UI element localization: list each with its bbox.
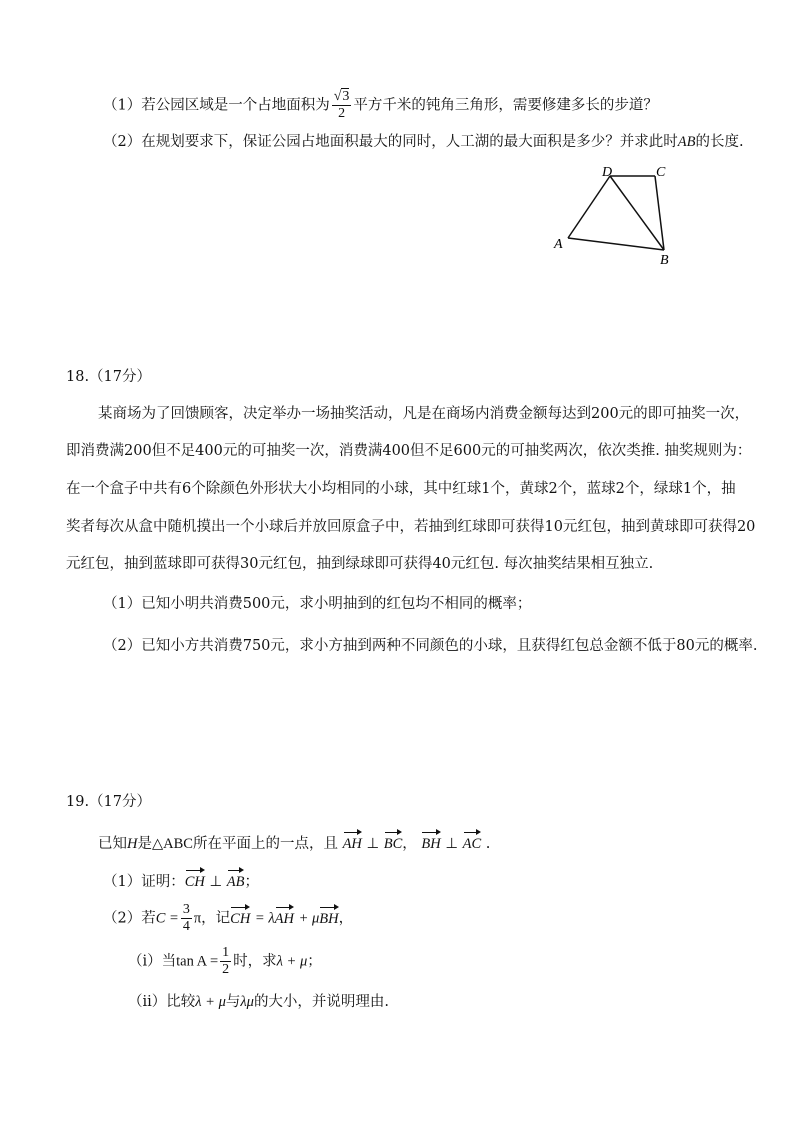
q18-body-line-1: 某商场为了回馈顾客，决定举办一场抽奖活动，凡是在商场内消费金额每达到200元的即可抽奖一次， xyxy=(98,406,750,422)
q18-part1: （1）已知小明共消费500元，求小明抽到的红包均不相同的概率； xyxy=(103,596,532,612)
q19-intro: 已知H是△ABC所在平面上的一点，且 AH ⊥ BC， BH ⊥ AC . xyxy=(98,830,490,854)
label-B: B xyxy=(660,253,669,268)
q19-header: 19.（17分） xyxy=(66,794,152,810)
vector-AH: AH xyxy=(343,830,362,854)
fraction-sqrt3-over-2: $\frac{√3}{2}$ xyxy=(333,89,350,121)
q18-body-line-4: 奖者每次从盒中随机摸出一个小球后并放回原盒子中，若抽到红球即可获得10元红包，抽到黄球即可获得20 xyxy=(66,519,756,535)
fraction-3-over-4: $\frac{3}{4}$ xyxy=(182,902,190,934)
vector-AB: AB xyxy=(227,868,245,892)
q18-body-line-3: 在一个盒子中共有6个除颜色外形状大小均相同的小球，其中红球1个，黄球2个，蓝球2个，绿球1个，抽 xyxy=(66,481,736,497)
edge-AD xyxy=(568,176,610,238)
quadrilateral-figure xyxy=(548,160,688,270)
q19-part1: （1）证明：CH ⊥ AB； xyxy=(103,868,259,892)
edge-AB xyxy=(568,238,664,250)
vector-BH-2: BH xyxy=(319,905,338,929)
vector-CH-2: CH xyxy=(230,905,250,929)
q18-part2: （2）已知小方共消费750元，求小方抽到两种不同颜色的小球，且获得红包总金额不低于80元的概率. xyxy=(103,638,758,654)
q18-header: 18.（17分） xyxy=(66,369,152,385)
q18-body-line-5: 元红包，抽到蓝球即可获得30元红包，抽到绿球即可获得40元红包. 每次抽奖结果相互独立. xyxy=(66,556,654,572)
q19-part2-ii: （ii）比较λ + μ与λμ的大小，并说明理由. xyxy=(128,994,390,1010)
q19-part2-i: （i）当tan A = $\frac{1}{2}$ 时，求λ + μ； xyxy=(128,945,322,977)
vector-BC: BC xyxy=(384,830,403,854)
q17-part2: （2）在规划要求下，保证公园占地面积最大的同时，人工湖的最大面积是多少？并求此时AB的长度. xyxy=(103,134,744,150)
label-C: C xyxy=(656,165,666,180)
vector-BH: BH xyxy=(421,830,440,854)
vector-AC: AC xyxy=(463,830,482,854)
vector-AH-2: AH xyxy=(275,905,294,929)
vector-CH: CH xyxy=(185,868,205,892)
label-D: D xyxy=(602,165,613,180)
q18-body-line-2: 即消费满200但不足400元的可抽奖一次，消费满400但不足600元的可抽奖两次，依次类推. 抽奖规则为： xyxy=(66,443,752,459)
label-A: A xyxy=(554,237,563,252)
q19-part2: （2）若C = $\frac{3}{4}$ π，记CH = λAH + μBH， xyxy=(103,902,354,934)
fraction-1-over-2: $\frac{1}{2}$ xyxy=(222,945,230,977)
q17-part1: （1）若公园区域是一个占地面积为 $\frac{√3}{2}$ 平方千米的钝角三角形，需要修建多长的步道？ xyxy=(103,89,658,121)
